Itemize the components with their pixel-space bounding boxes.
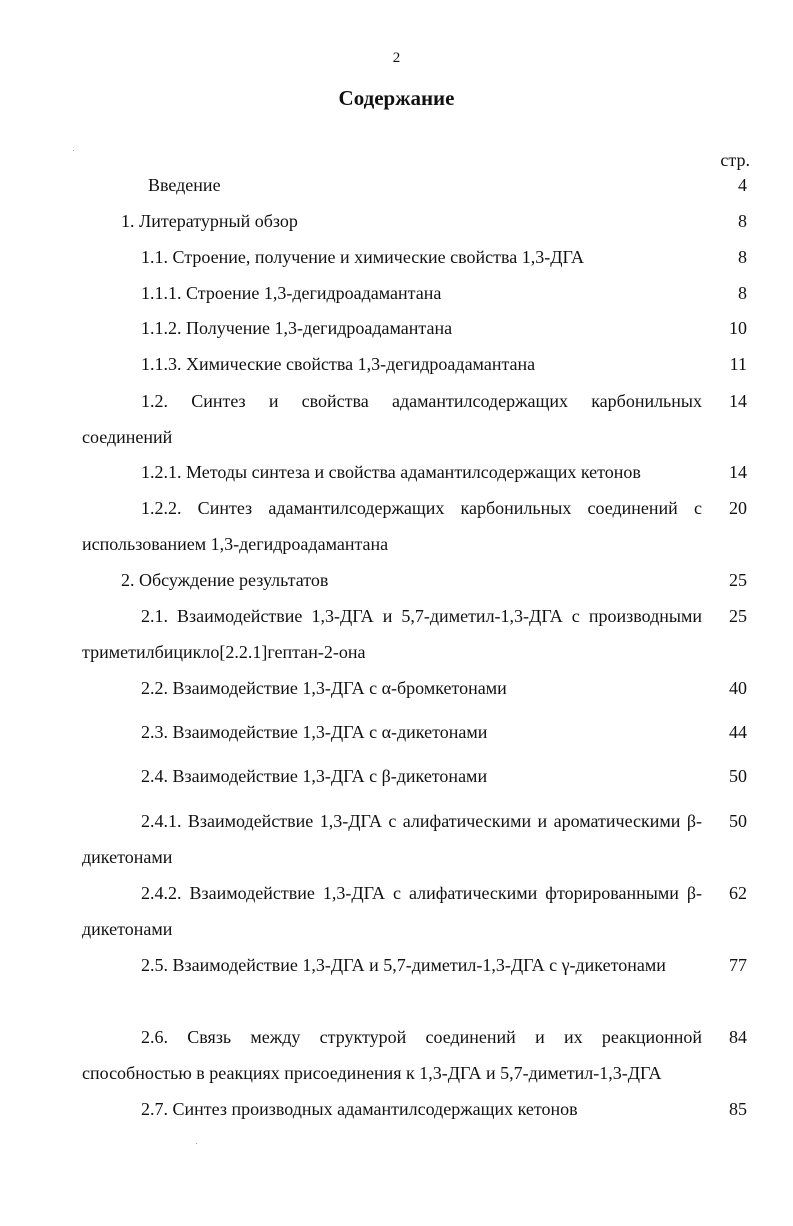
toc-entry-page: 84 — [729, 1027, 747, 1047]
toc-entry-title: 1.2. Синтез и свойства адамантилсодержащих карбонильных соединений — [82, 391, 702, 447]
page-column-label: стр. — [720, 150, 750, 170]
toc-entry-page: 14 — [729, 462, 747, 482]
toc-entry-page: 77 — [729, 955, 747, 975]
toc-entry-title: 2.1. Взаимодействие 1,3-ДГА и 5,7-диметил-1,3-ДГА с производными триметилбицикло[2.2.1]гептан-2-она — [82, 606, 702, 662]
toc-entry-title: 2.7. Синтез производных адамантилсодержащих кетонов — [141, 1099, 578, 1119]
toc-entry-title: 2.4.2. Взаимодействие 1,3-ДГА с алифатическими фторированными β-дикетонами — [82, 883, 702, 939]
toc-entry-title: 2.6. Связь между структурой соединений и их реакционной способностью в реакциях присоединения к 1,3-ДГА и 5,7-диметил-1,3-ДГА — [82, 1027, 702, 1083]
toc-entry-page: 14 — [729, 391, 747, 411]
toc-entry-page: 20 — [729, 498, 747, 518]
scan-speck — [196, 1143, 197, 1144]
toc-entry-title: 2.5. Взаимодействие 1,3-ДГА и 5,7-диметил-1,3-ДГА с γ-дикетонами — [141, 955, 666, 975]
page-title: Содержание — [338, 86, 455, 110]
toc-entry-title: 1.2.2. Синтез адамантилсодержащих карбонильных соединений с использованием 1,3-дегидроадамантана — [82, 498, 702, 554]
toc-entry-title: 2.3. Взаимодействие 1,3-ДГА с α-дикетонами — [141, 722, 488, 742]
toc-entry-title: 2.4. Взаимодействие 1,3-ДГА с β-дикетонами — [141, 766, 488, 786]
toc-entry-page: 8 — [738, 247, 747, 267]
toc-entry-page: 85 — [729, 1099, 747, 1119]
toc-entry-page: 4 — [738, 175, 747, 195]
toc-entry-title: 1.1.1. Строение 1,3-дегидроадамантана — [141, 283, 442, 303]
toc-entry-page: 62 — [729, 883, 747, 903]
toc-entry-title: 2.4.1. Взаимодействие 1,3-ДГА с алифатическими и ароматическими β-дикетонами — [82, 811, 702, 867]
page-number: 2 — [392, 50, 401, 66]
toc-entry-page: 8 — [738, 211, 747, 231]
toc-entry-title: 1. Литературный обзор — [121, 211, 298, 231]
toc-entry-title: 1.1.2. Получение 1,3-дегидроадамантана — [141, 318, 453, 338]
toc-entry-title: Введение — [148, 175, 221, 195]
toc-entry-page: 50 — [729, 811, 747, 831]
toc-entry-page: 25 — [729, 606, 747, 626]
scan-speck — [73, 150, 74, 151]
toc-entry-page: 10 — [729, 318, 747, 338]
toc-entry-page: 11 — [729, 354, 747, 374]
toc-entry-page: 8 — [738, 283, 747, 303]
toc-entry-title: 1.1. Строение, получение и химические свойства 1,3-ДГА — [141, 247, 584, 267]
toc-entry-title: 2. Обсуждение результатов — [121, 570, 329, 590]
toc-entry-title: 2.2. Взаимодействие 1,3-ДГА с α-бромкетонами — [141, 678, 507, 698]
toc-entry-page: 40 — [729, 678, 747, 698]
toc-entry-page: 50 — [729, 766, 747, 786]
toc-entry-page: 44 — [729, 722, 747, 742]
toc-entry-title: 1.2.1. Методы синтеза и свойства адамантилсодержащих кетонов — [141, 462, 641, 482]
toc-entry-title: 1.1.3. Химические свойства 1,3-дегидроадамантана — [141, 354, 536, 374]
toc-entry-page: 25 — [729, 570, 747, 590]
